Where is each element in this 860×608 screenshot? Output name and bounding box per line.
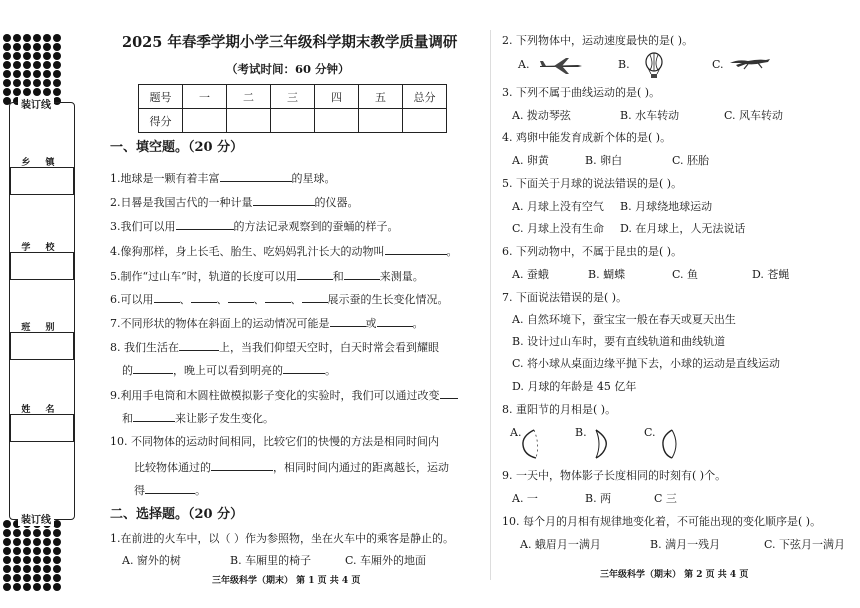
fill-q8: 8. 我们生活在 上，当我们仰望天空时，白天时常会看到耀眼: [110, 341, 439, 354]
choice-q10-option-a[interactable]: A. 蛾眉月一满月: [520, 538, 601, 551]
binding-hole: [23, 61, 31, 69]
binding-hole: [53, 538, 61, 546]
binding-hole: [33, 583, 41, 591]
binding-hole: [13, 79, 21, 87]
binding-hole: [43, 61, 51, 69]
score-header-cell: 题号: [139, 85, 183, 109]
choice-q1: 1.在前进的火车中，以（ ）作为参照物，坐在火车中的乘客是静止的。: [110, 532, 454, 545]
choice-q8: 8. 重阳节的月相是( )。: [502, 403, 617, 416]
binding-hole: [23, 52, 31, 60]
binding-hole: [43, 43, 51, 51]
field-label-class: 班 别: [21, 323, 61, 333]
binding-hole: [3, 88, 11, 96]
choice-q6-option-b[interactable]: B. 蝴蝶: [588, 268, 626, 281]
binding-hole: [53, 34, 61, 42]
binding-hole: [23, 88, 31, 96]
binding-hole: [43, 538, 51, 546]
choice-q7: 7. 下面说法错误的是( )。: [502, 291, 628, 304]
binding-hole: [43, 52, 51, 60]
binding-hole: [23, 547, 31, 555]
score-header-cell: 五: [359, 85, 403, 109]
footer-left: 三年级科学（期末） 第 1 页 共 4 页: [212, 576, 361, 586]
binding-hole: [3, 79, 11, 87]
binding-hole: [3, 520, 11, 528]
section1-title: 一、填空题。（20 分）: [110, 140, 244, 155]
score-cell[interactable]: [227, 109, 271, 133]
score-header-cell: 一: [183, 85, 227, 109]
binding-hole: [53, 529, 61, 537]
binding-hole: [13, 583, 21, 591]
binding-hole: [23, 70, 31, 78]
binding-hole: [3, 556, 11, 564]
binding-hole: [53, 565, 61, 573]
binding-hole: [23, 556, 31, 564]
page-title: 2025 年春季学期小学三年级科学期末教学质量调研: [122, 34, 458, 51]
binding-hole: [53, 52, 61, 60]
binding-hole: [33, 565, 41, 573]
binding-hole: [23, 583, 31, 591]
moon-phase-c-icon: [658, 428, 682, 460]
choice-q1-option-a[interactable]: A. 窗外的树: [122, 554, 181, 567]
binding-hole: [3, 583, 11, 591]
fill-q9: 9.利用手电筒和木圆柱做模拟影子变化的实验时，我们可以通过改变: [110, 387, 458, 403]
choice-q5-option-d[interactable]: D. 在月球上，人无法说话: [620, 222, 746, 235]
choice-q9-option-a[interactable]: A. 一: [512, 492, 538, 505]
fill-q3: 3.我们可以用 的方法记录观察到的蚕蛹的样子。: [110, 220, 399, 233]
binding-label-bottom: 装订线: [18, 511, 54, 526]
binding-hole: [53, 79, 61, 87]
score-cell[interactable]: [271, 109, 315, 133]
airplane-icon: [538, 56, 584, 76]
choice-q4-option-c[interactable]: C. 胚胎: [672, 154, 710, 167]
choice-q3-option-a[interactable]: A. 拨动琴弦: [512, 109, 571, 122]
binding-hole: [13, 70, 21, 78]
choice-q5: 5. 下面关于月球的说法错误的是( )。: [502, 177, 683, 190]
choice-q1-option-c[interactable]: C. 车厢外的地面: [345, 554, 427, 567]
binding-hole: [43, 79, 51, 87]
binding-hole: [33, 88, 41, 96]
footer-right: 三年级科学（期末） 第 2 页 共 4 页: [600, 570, 749, 580]
moon-phase-a-icon: [520, 428, 542, 460]
field-label-name: 姓 名: [21, 405, 61, 415]
fill-q10-cont2: 得 。: [134, 484, 206, 497]
binding-hole: [13, 574, 21, 582]
choice-q6-option-d[interactable]: D. 苍蝇: [752, 268, 790, 281]
field-label-township: 乡 镇: [21, 158, 61, 168]
choice-q10-option-b[interactable]: B. 满月一残月: [650, 538, 721, 551]
binding-hole: [3, 70, 11, 78]
binding-hole: [23, 43, 31, 51]
binding-hole: [13, 556, 21, 564]
binding-hole: [13, 43, 21, 51]
fill-q5: 5.制作“过山车”时，轨道的长度可以用 和 来测量。: [110, 270, 424, 283]
binding-hole: [33, 43, 41, 51]
field-township[interactable]: [10, 167, 74, 195]
binding-hole: [33, 79, 41, 87]
binding-hole: [13, 547, 21, 555]
field-name[interactable]: [10, 414, 74, 442]
binding-hole: [33, 61, 41, 69]
binding-hole: [53, 547, 61, 555]
choice-q4: 4. 鸡卵中能发育成新个体的是( )。: [502, 131, 672, 144]
binding-hole: [53, 88, 61, 96]
choice-q7-option-b[interactable]: B. 设计过山车时，要有直线轨道和曲线轨道: [512, 335, 726, 348]
hot-air-balloon-icon: [644, 52, 664, 80]
fill-q9-cont: 和 来让影子发生变化。: [122, 412, 274, 425]
choice-q10: 10. 每个月的月相有规律地变化着，不可能出现的变化顺序是( )。: [502, 515, 822, 528]
binding-hole: [53, 61, 61, 69]
binding-hole: [23, 34, 31, 42]
binding-hole: [33, 529, 41, 537]
binding-hole: [33, 538, 41, 546]
binding-hole: [53, 574, 61, 582]
choice-q3: 3. 下列不属于曲线运动的是( )。: [502, 86, 661, 99]
binding-hole: [53, 70, 61, 78]
score-cell[interactable]: [183, 109, 227, 133]
binding-hole: [43, 547, 51, 555]
choice-q1-option-b[interactable]: B. 车厢里的椅子: [230, 554, 312, 567]
choice-q5-option-a[interactable]: A. 月球上没有空气: [512, 200, 604, 213]
binding-hole: [53, 556, 61, 564]
binding-hole: [23, 538, 31, 546]
score-header-cell: 四: [315, 85, 359, 109]
binding-hole: [13, 565, 21, 573]
binding-hole: [13, 61, 21, 69]
fill-q7: 7.不同形状的物体在斜面上的运动情况可能是 或 。: [110, 317, 424, 330]
binding-hole: [33, 34, 41, 42]
moon-phase-b-icon: [588, 428, 610, 460]
fill-q6: 6.可以用 、 、 、 、 展示蚕的生长变化情况。: [110, 293, 449, 306]
binding-hole: [13, 538, 21, 546]
binding-hole: [23, 529, 31, 537]
binding-hole: [43, 583, 51, 591]
score-header-cell: 三: [271, 85, 315, 109]
choice-q6: 6. 下列动物中，不属于昆虫的是( )。: [502, 245, 683, 258]
binding-hole: [33, 70, 41, 78]
choice-q7-option-c[interactable]: C. 将小球从桌面边缘平抛下去，小球的运动是直线运动: [512, 357, 781, 370]
choice-q9-option-b[interactable]: B. 两: [585, 492, 612, 505]
choice-q3-option-b[interactable]: B. 水车转动: [620, 109, 680, 122]
fill-q2: 2.日晷是我国古代的一种计量 的仪器。: [110, 196, 359, 209]
binding-hole: [3, 34, 11, 42]
exam-duration: （考试时间：60 分钟）: [226, 62, 350, 76]
fill-q10-cont: 比较物体通过的 ，相同时间内通过的距离越长，运动: [134, 461, 449, 474]
fill-q4: 4.像狗那样，身上长毛、胎生、吃妈妈乳汁长大的动物叫 。: [110, 245, 458, 258]
binding-hole: [53, 583, 61, 591]
score-header-cell: 总分: [403, 85, 447, 109]
choice-q4-option-b[interactable]: B. 卵白: [585, 154, 623, 167]
section2-title: 二、选择题。（20 分）: [110, 507, 244, 522]
cheetah-icon: [728, 54, 772, 70]
score-cell[interactable]: [403, 109, 447, 133]
choice-q2: 2. 下列物体中，运动速度最快的是( )。: [502, 34, 694, 47]
binding-hole: [33, 556, 41, 564]
binding-hole: [13, 88, 21, 96]
binding-label-top: 装订线: [18, 96, 54, 111]
choice-q6-option-a[interactable]: A. 蚕蛾: [512, 268, 549, 281]
choice-q3-option-c[interactable]: C. 风车转动: [724, 109, 784, 122]
field-label-school: 学 校: [21, 243, 61, 253]
binding-hole: [43, 556, 51, 564]
binding-hole: [43, 529, 51, 537]
binding-hole: [3, 61, 11, 69]
fill-q10: 10. 不同物体的运动时间相同，比较它们的快慢的方法是相同时间内: [110, 435, 439, 448]
binding-hole: [3, 547, 11, 555]
choice-q8-option-a[interactable]: A.: [510, 426, 522, 439]
score-cell[interactable]: [359, 109, 403, 133]
binding-hole: [3, 52, 11, 60]
choice-q9-option-c[interactable]: C 三: [654, 492, 677, 505]
field-class[interactable]: [10, 332, 74, 360]
binding-hole: [53, 520, 61, 528]
score-row-label: 得分: [139, 109, 183, 133]
binding-holes-bottom: [3, 520, 61, 591]
binding-hole: [23, 565, 31, 573]
field-school[interactable]: [10, 252, 74, 280]
fill-q8-cont: 的 ，晚上可以看到明亮的 。: [122, 364, 336, 377]
choice-q2-option-a[interactable]: A.: [518, 58, 530, 71]
choice-q8-option-b[interactable]: B.: [575, 426, 587, 439]
binding-hole: [23, 574, 31, 582]
choice-q7-option-d[interactable]: D. 月球的年龄是 45 亿年: [512, 380, 637, 393]
score-cell[interactable]: [315, 109, 359, 133]
binding-hole: [23, 79, 31, 87]
binding-hole: [43, 565, 51, 573]
binding-hole: [13, 34, 21, 42]
choice-q7-option-a[interactable]: A. 自然环境下，蚕宝宝一般在春天或夏天出生: [512, 313, 736, 326]
choice-q4-option-a[interactable]: A. 卵黄: [512, 154, 549, 167]
binding-hole: [43, 70, 51, 78]
choice-q9: 9. 一天中，物体影子长度相同的时刻有( )个。: [502, 469, 727, 482]
choice-q5-option-c[interactable]: C. 月球上没有生命: [512, 222, 605, 235]
binding-hole: [33, 574, 41, 582]
binding-hole: [3, 574, 11, 582]
choice-q5-option-b[interactable]: B. 月球绕地球运动: [620, 200, 713, 213]
choice-q2-option-c[interactable]: C.: [712, 58, 724, 71]
column-separator: [490, 30, 491, 580]
binding-hole: [3, 538, 11, 546]
score-header-cell: 二: [227, 85, 271, 109]
binding-hole: [13, 529, 21, 537]
binding-hole: [3, 43, 11, 51]
binding-hole: [43, 88, 51, 96]
binding-hole: [53, 43, 61, 51]
choice-q6-option-c[interactable]: C. 鱼: [672, 268, 699, 281]
score-table: [138, 84, 447, 133]
binding-hole: [3, 565, 11, 573]
choice-q8-option-c[interactable]: C.: [644, 426, 656, 439]
binding-hole: [33, 547, 41, 555]
binding-hole: [13, 52, 21, 60]
binding-hole: [43, 574, 51, 582]
choice-q2-option-b[interactable]: B.: [618, 58, 630, 71]
binding-hole: [43, 34, 51, 42]
fill-q1: 1.地球是一颗有着丰富 的星球。: [110, 172, 336, 185]
binding-hole: [33, 52, 41, 60]
choice-q10-option-c[interactable]: C. 下弦月一满月: [764, 538, 846, 551]
binding-holes-top: [3, 34, 61, 105]
binding-hole: [3, 529, 11, 537]
